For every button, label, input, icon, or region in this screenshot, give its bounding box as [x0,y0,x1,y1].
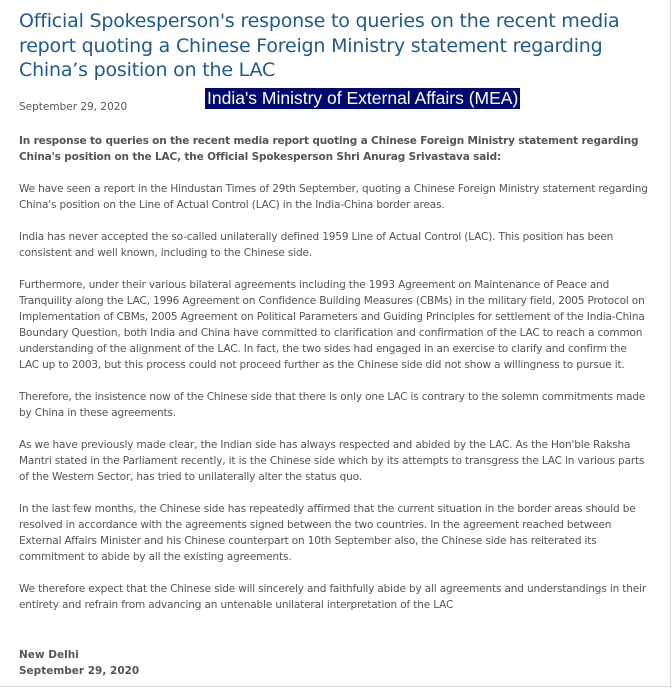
mea-banner: India's Ministry of External Affairs (MEA) [207,88,519,108]
article-body [19,133,649,629]
sign-date: September 29, 2020 [19,665,140,677]
signature-block [19,647,139,679]
body-paragraph: In the last few months, the Chinese side has repeatedly affirmed that the current situation in the border areas should be resolved in accordance with the agreements signed between the two countries. In the agreement reached between External Affairs Minister and his Chinese counterpart on 10th September also, the Chinese side has reiterated its commitment to abide by all the existing agreements. [19,503,636,563]
body-paragraph: Furthermore, under their various bilateral agreements including the 1993 Agreement on Maintenance of Peace and Tranquility along the LAC, 1996 Agreement on Confidence Building Measures (CBMs) in the military field, 2005 Protocol on Implementation of CBMs, 2005 Agreement on Political Parameters and Guiding Principles for settlement of the India-China Boundary Question, both India and China have committed to clarification and confirmation of the LAC to reach a common understanding of the alignment of the LAC. In fact, the two sides had engaged in an exercise to clarify and confirm the LAC up to 2003, but this process could not proceed further as the Chinese side did not show a willingness to pursue it. [19,279,645,371]
body-paragraph: As we have previously made clear, the Indian side has always respected and abided by the LAC. As the Hon'ble Raksha Mantri stated in the Parliament recently, it is the Chinese side which by its attempts to transgress the LAC in various parts of the Western Sector, has tried to unilaterally alter the status quo. [19,439,645,483]
body-paragraph: Therefore, the insistence now of the Chinese side that there is only one LAC is contrary to the solemn commitments made by China in these agreements. [19,391,646,419]
body-paragraph: India has never accepted the so-called unilaterally defined 1959 Line of Actual Control (LAC). This position has been consistent and well known, including to the Chinese side. [19,231,614,259]
publish-date: September 29, 2020 [19,101,128,113]
body-paragraph: We have seen a report in the Hindustan Times of 29th September, quoting a Chinese Foreign Ministry statement regarding China's position on the Line of Actual Control (LAC) in the India-China border areas. [19,183,648,211]
body-paragraph: We therefore expect that the Chinese side will sincerely and faithfully abide by all agreements and understandings in their entirety and refrain from advancing an untenable unilateral interpretation of the LAC [19,583,647,611]
page-title: Official Spokesperson's response to queries on the recent media report quoting a Chinese Foreign Ministry statement regarding China’s position on the LAC [19,10,620,81]
sign-place: New Delhi [19,649,79,661]
intro-paragraph: In response to queries on the recent media report quoting a Chinese Foreign Ministry statement regarding China's position on the LAC, the Official Spokesperson Shri Anurag Srivastava said: [19,135,639,163]
